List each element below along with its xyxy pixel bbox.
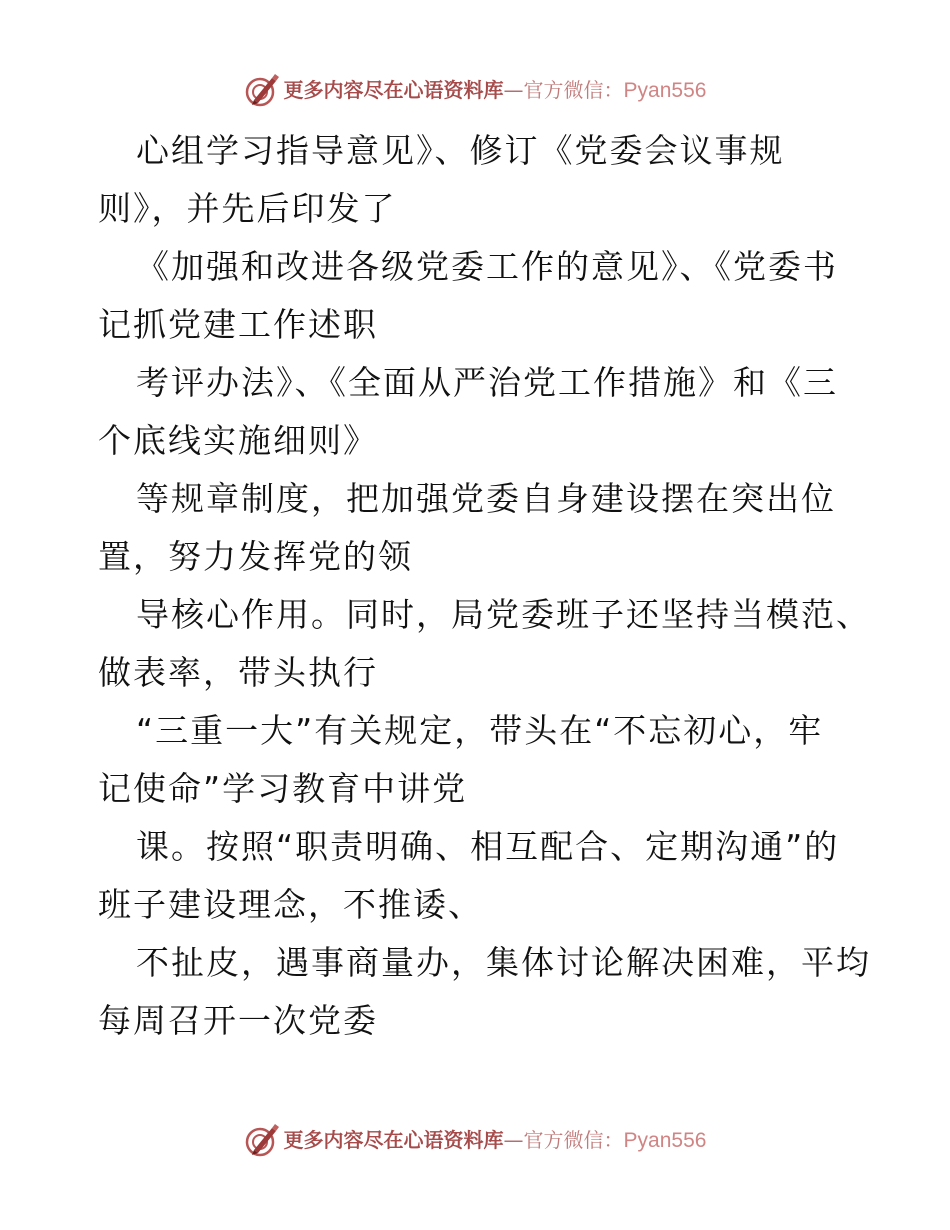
banner-wechat-label: 官方微信： [523,1128,624,1152]
text-line-3: 《加强和改进各级党委工作的意见》、《党委书 [136,247,838,286]
text-line-11: “三重一大”有关规定，带头在“不忘初心，牢 [136,711,824,750]
banner-text [284,1130,707,1151]
text-line-7: 等规章制度，把加强党委自身建设摆在突出位 [136,479,836,518]
text-line-12: 记使命”学习教育中讲党 [98,769,468,808]
text-line-9: 导核心作用。同时，局党委班子还坚持当模范、 [136,595,871,634]
text-line-4: 记抓党建工作述职 [98,305,378,344]
text-line-1: 心组学习指导意见》、修订《党委会议事规 [136,131,785,170]
text-line-8: 置，努力发挥党的领 [98,537,413,576]
banner-wechat-label: 官方微信： [523,78,624,102]
document-body [98,122,871,1050]
banner-dash: — [503,1128,524,1152]
footer-banner [0,1118,950,1162]
text-line-14: 班子建设理念，不推诿、 [98,885,483,924]
banner-main-text: 更多内容尽在心语资料库 [283,1128,504,1152]
text-line-5: 考评办法》、《全面从严治党工作措施》和《三 [136,363,838,402]
text-line-10: 做表率，带头执行 [98,653,378,692]
pen-logo-icon [244,1122,280,1158]
banner-text [284,80,707,101]
banner-wechat-id: Pyan556 [623,78,707,102]
banner-main-text: 更多内容尽在心语资料库 [283,78,504,102]
pen-logo-icon [244,72,280,108]
text-line-2: 则》，并先后印发了 [98,189,397,228]
header-banner [0,68,950,112]
text-line-15: 不扯皮，遇事商量办，集体讨论解决困难，平均 [136,943,871,982]
text-line-6: 个底线实施细则》 [98,421,378,460]
banner-wechat-id: Pyan556 [623,1128,707,1152]
text-line-16: 每周召开一次党委 [98,1001,378,1040]
text-line-13: 课。按照“职责明确、相互配合、定期沟通”的 [136,827,840,866]
banner-dash: — [503,78,524,102]
